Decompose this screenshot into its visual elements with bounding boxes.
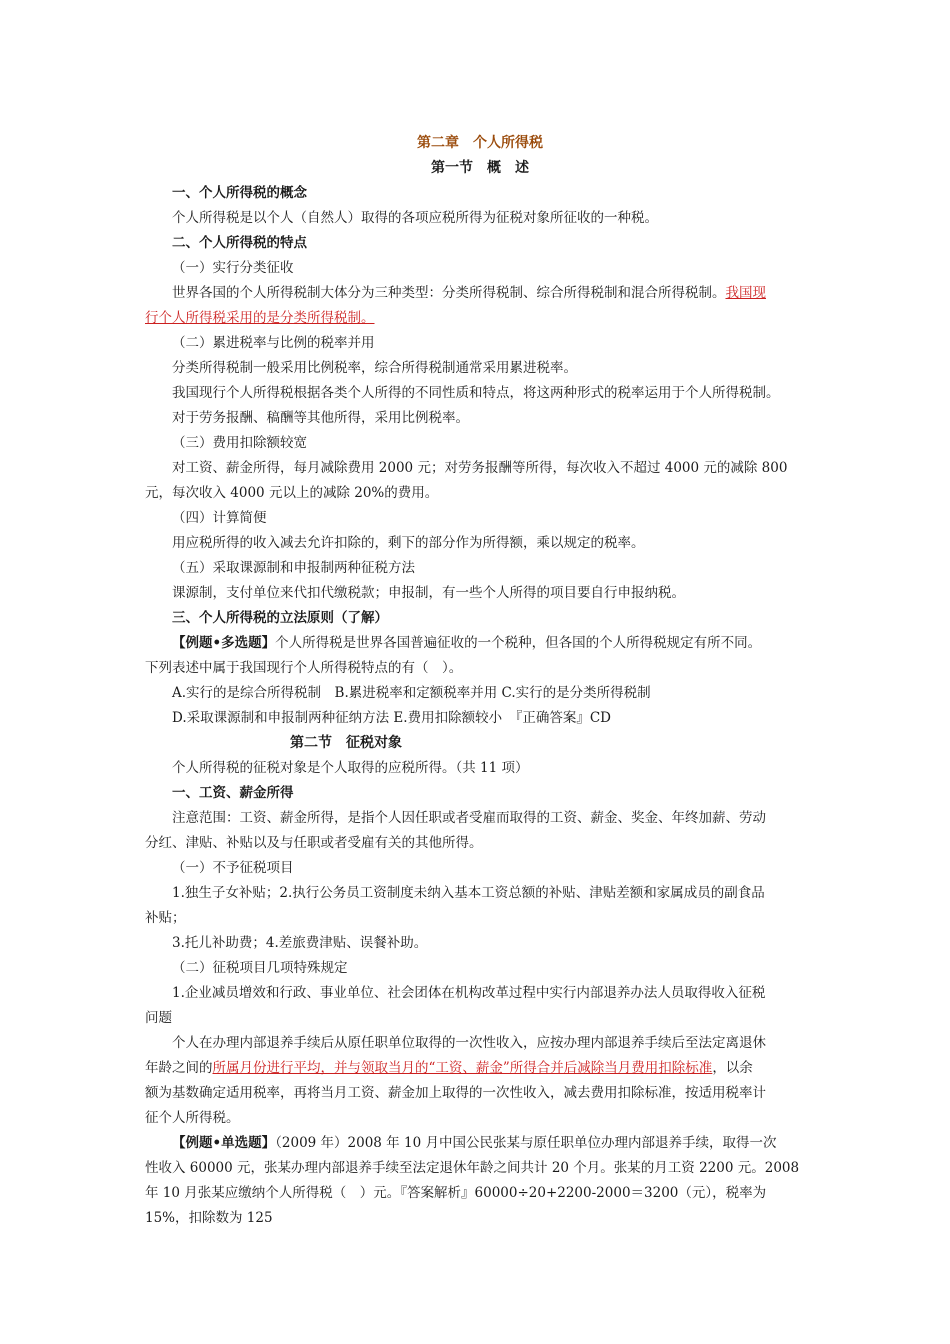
example-tag: 【例题•单选题】 (172, 1135, 276, 1151)
paragraph: 我国现行个人所得税根据各类个人所得的不同性质和特点，将这两种形式的税率运用于个人所得税制。 (172, 385, 780, 401)
paragraph: 征个人所得税。 (145, 1110, 240, 1126)
text: 年龄之间的 (145, 1060, 213, 1076)
chapter-title: 第二章 个人所得税 (417, 135, 543, 151)
paragraph (145, 306, 815, 331)
paragraph: 用应税所得的收入减去允许扣除的，剩下的部分作为所得额，乘以规定的税率。 (172, 535, 645, 551)
heading-wage: 一、工资、薪金所得 (172, 785, 294, 801)
paragraph: 15%，扣除数为 125 (145, 1210, 273, 1226)
paragraph: 分红、津贴、补贴以及与任职或者受雇有关的其他所得。 (145, 835, 483, 851)
paragraph: 个人所得税是以个人（自然人）取得的各项应税所得为征税对象所征收的一种税。 (172, 210, 658, 226)
highlight-text: 我国现 (725, 285, 766, 301)
subheading: （五）采取课源制和申报制两种征税方法 (172, 560, 415, 576)
paragraph: 补贴； (145, 910, 186, 926)
example-tag: 【例题•多选题】 (172, 635, 276, 651)
subheading: （四）计算简便 (172, 510, 267, 526)
paragraph: 注意范围：工资、薪金所得，是指个人因任职或者受雇而取得的工资、薪金、奖金、年终加薪、劳动 (172, 810, 766, 826)
paragraph: 个人在办理内部退养手续后从原任职单位取得的一次性收入，应按办理内部退养手续后至法定离退休 (172, 1035, 766, 1051)
paragraph (145, 281, 815, 306)
text: （2009 年）2008 年 10 月中国公民张某与原任职单位办理内部退养手续，取得一次 (275, 1135, 777, 1151)
paragraph: 分类所得税制一般采用比例税率，综合所得税制通常采用累进税率。 (172, 360, 577, 376)
subheading: （一）实行分类征收 (172, 260, 294, 276)
subheading: （二）征税项目几项特殊规定 (172, 960, 348, 976)
paragraph: 额为基数确定适用税率，再将当月工资、薪金加上取得的一次性收入，减去费用扣除标准，按适用税率计 (145, 1085, 766, 1101)
heading-features: 二、个人所得税的特点 (172, 235, 307, 251)
paragraph: 年 10 月张某应缴纳个人所得税（ ）元。『答案解析』60000÷20+2200-2000＝3200（元），税率为 (145, 1185, 767, 1201)
paragraph: 对工资、薪金所得，每月减除费用 2000 元；对劳务报酬等所得，每次收入不超过 4000 元的减除 800 (172, 460, 788, 476)
example-question (145, 631, 815, 656)
subheading: （三）费用扣除额较宽 (172, 435, 307, 451)
paragraph: 3.托儿补助费；4.差旅费津贴、误餐补助。 (172, 935, 428, 951)
paragraph: 性收入 60000 元，张某办理内部退养手续至法定退休年龄之间共计 20 个月。张某的月工资 2200 元。2008 (145, 1160, 800, 1176)
paragraph: 问题 (145, 1010, 172, 1026)
paragraph: 1.独生子女补贴；2.执行公务员工资制度未纳入基本工资总额的补贴、津贴差额和家属成员的副食品 (172, 885, 765, 901)
text: 世界各国的个人所得税制大体分为三种类型：分类所得税制、综合所得税制和混合所得税制。 (172, 285, 726, 301)
text: ，以余 (712, 1060, 753, 1076)
heading-concept: 一、个人所得税的概念 (172, 185, 307, 201)
section-title: 第二节 征税对象 (290, 735, 402, 751)
paragraph: 课源制，支付单位来代扣代缴税款；申报制，有一些个人所得的项目要自行申报纳税。 (172, 585, 685, 601)
paragraph: 下列表述中属于我国现行个人所得税特点的有（ ）。 (145, 660, 463, 676)
highlight-text: 行个人所得税采用的是分类所得税制。 (145, 310, 375, 326)
text: 个人所得税是世界各国普遍征收的一个税种，但各国的个人所得税规定有所不同。 (275, 635, 762, 651)
example-question (145, 1131, 815, 1156)
document-body (145, 130, 815, 1231)
paragraph: 对于劳务报酬、稿酬等其他所得，采用比例税率。 (172, 410, 469, 426)
highlight-text: 所属月份进行平均，并与领取当月的“工资、薪金”所得合并后减除当月费用扣除标准 (212, 1060, 713, 1076)
paragraph: 1.企业减员增效和行政、事业单位、社会团体在机构改革过程中实行内部退养办法人员取得收入征税 (172, 985, 766, 1001)
paragraph (145, 1056, 815, 1081)
example-options: A.实行的是综合所得税制 B.累进税率和定额税率并用 C.实行的是分类所得税制 (172, 685, 651, 701)
heading-principle: 三、个人所得税的立法原则（了解） (172, 610, 388, 626)
paragraph: 个人所得税的征税对象是个人取得的应税所得。（共 11 项） (172, 760, 529, 776)
paragraph: 元，每次收入 4000 元以上的减除 20%的费用。 (145, 485, 439, 501)
example-options: D.采取课源制和申报制两种征纳方法 E.费用扣除额较小 『正确答案』CD (172, 710, 611, 726)
subheading: （二）累进税率与比例的税率并用 (172, 335, 375, 351)
section-title: 第一节 概 述 (431, 160, 529, 176)
subheading: （一）不予征税项目 (172, 860, 294, 876)
